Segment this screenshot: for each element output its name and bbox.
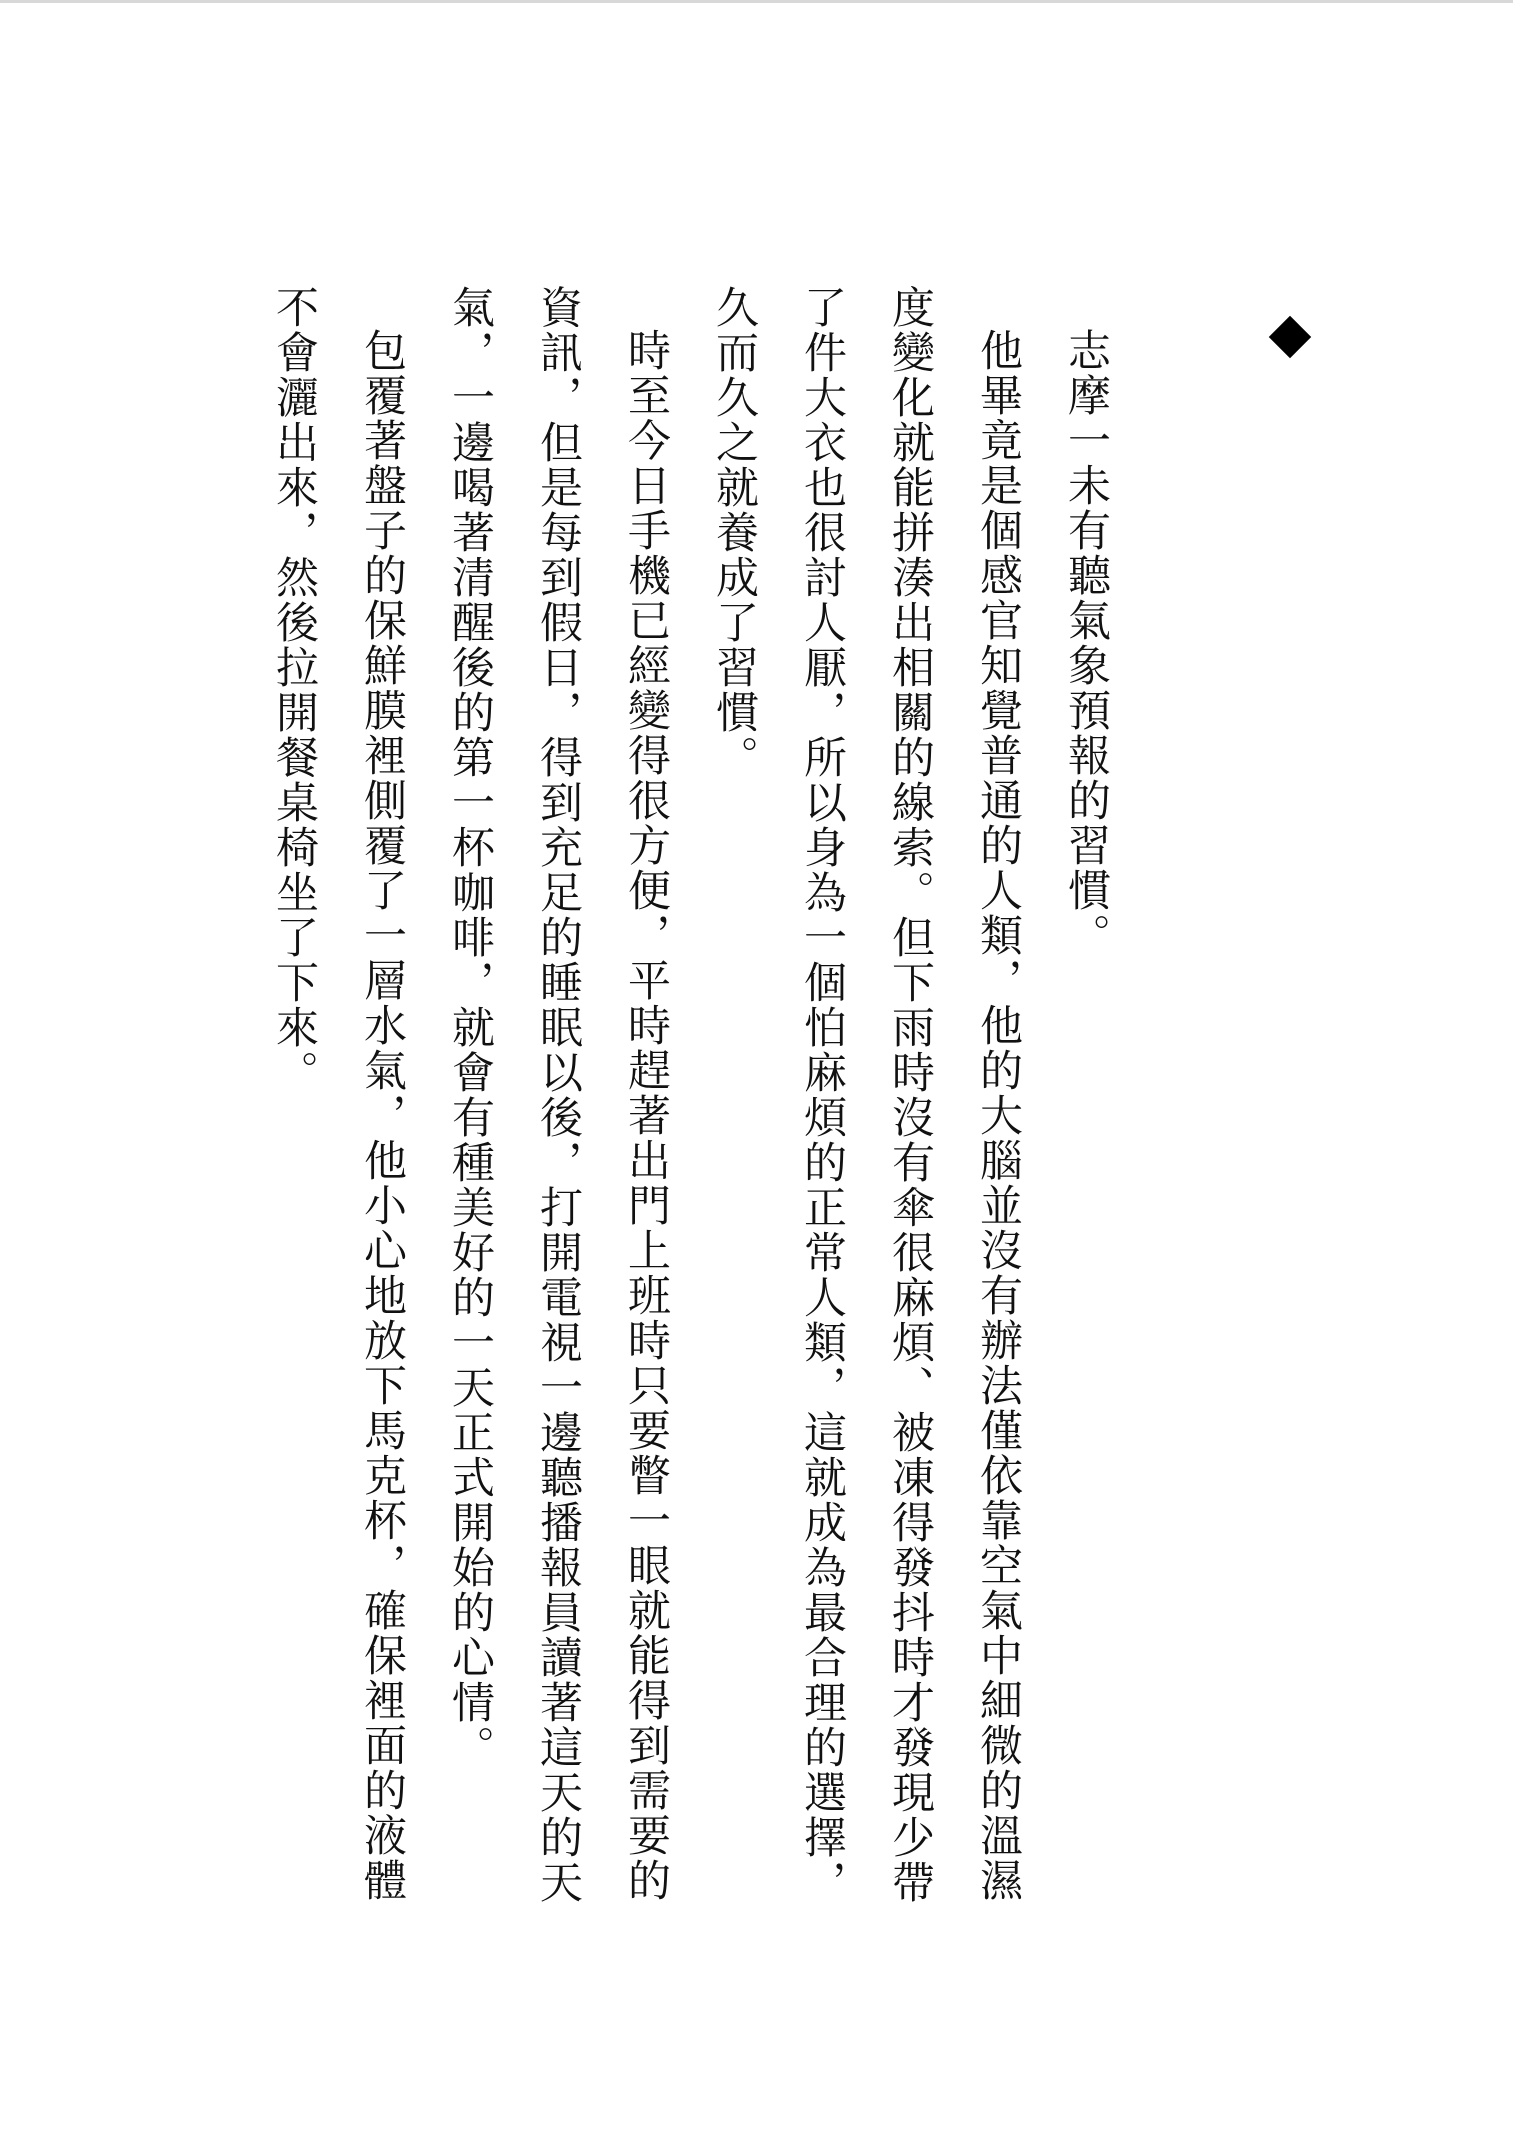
vertical-text-body [250, 285, 1130, 1935]
paragraph-1: 志摩一未有聽氣象預報的習慣。 [1061, 328, 1111, 958]
page-top-border [0, 0, 1513, 3]
section-diamond-icon [1269, 316, 1311, 358]
paragraph-2: 他畢竟是個感官知覺普通的人類，他的大腦並沒有辦法僅依靠空氣中細微的溫濕度變化就能拼湊出相關的線索。但下雨時沒有傘很麻煩、被凍得發抖時才發現少帶了件大衣也很討人厭，所以身為一個怕麻煩的正常人類，這就成為最合理的選擇，久而久之就養成了習慣。 [709, 285, 1023, 1905]
paragraph-4: 包覆著盤子的保鮮膜裡側覆了一層水氣，他小心地放下馬克杯，確保裡面的液體不會灑出來，然後拉開餐桌椅坐了下來。 [269, 285, 407, 1903]
paragraph-3: 時至今日手機已經變得很方便，平時趕著出門上班時只要瞥一眼就能得到需要的資訊，但是每到假日，得到充足的睡眠以後，打開電視一邊聽播報員讀著這天的天氣，一邊喝著清醒後的第一杯咖啡，就會有種美好的一天正式開始的心情。 [445, 285, 671, 1905]
